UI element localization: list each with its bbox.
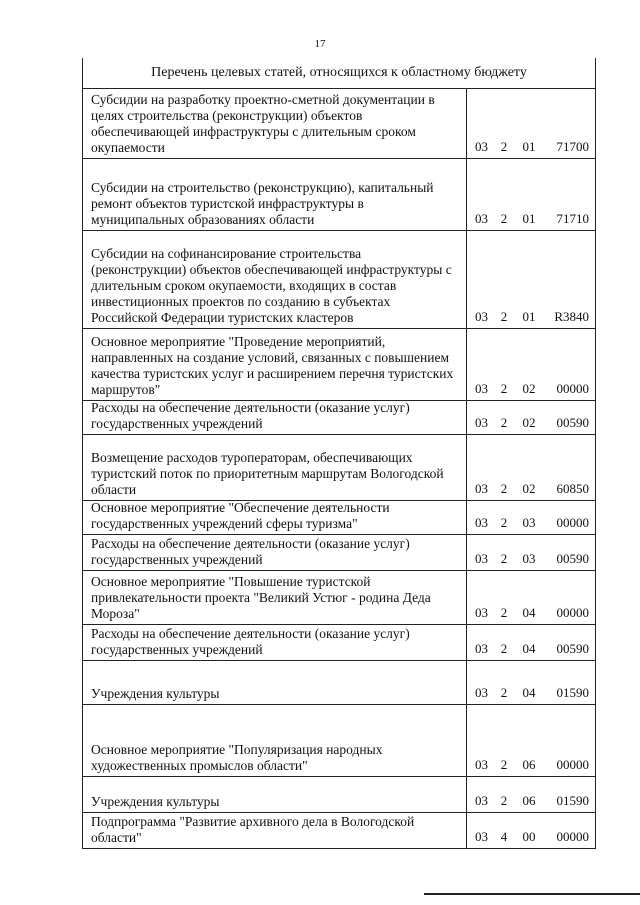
row-code [467,705,595,776]
subprogram-code: 2 [500,551,508,566]
description-line: государственных учреждений сферы туризма" [91,516,358,531]
direction-code: 71710 [556,211,589,226]
row-code [467,401,595,434]
subprogram-code: 2 [500,139,508,154]
direction-code: 60850 [556,481,589,496]
direction-code: 00000 [556,515,589,530]
description-line: Учреждения культуры [91,794,220,809]
description-line: ремонт объектов туристской инфраструктуры в [91,196,364,211]
row-description [83,435,467,500]
description-line: Основное мероприятие "Популяризация народных [91,742,383,757]
subprogram-code: 2 [500,757,508,772]
activity-code: 02 [522,415,536,430]
row-description [83,777,467,812]
description-line: области" [91,830,142,845]
direction-code: 00000 [556,829,589,844]
table-row [83,705,595,777]
row-code [467,535,595,570]
row-description [83,231,467,328]
row-description [83,625,467,660]
description-line: Учреждения культуры [91,686,220,701]
subprogram-code: 2 [500,605,508,620]
table-title: Перечень целевых статей, относящихся к областному бюджету [83,58,595,89]
description-line: качества туристских услуг и расширением перечня туристских [91,366,454,381]
table-row [83,435,595,501]
subprogram-code: 2 [500,515,508,530]
description-line: Расходы на обеспечение деятельности (оказание услуг) [91,536,410,551]
row-code [467,89,595,158]
row-description [83,501,467,534]
activity-code: 01 [522,211,536,226]
row-description [83,401,467,434]
row-code [467,501,595,534]
table-row [83,89,595,159]
program-code: 03 [475,309,488,324]
description-line: Основное мероприятие "Обеспечение деятельности [91,500,390,515]
page-number: 17 [314,38,326,50]
activity-code: 02 [522,381,536,396]
program-code: 03 [475,139,488,154]
direction-code: 00590 [556,551,589,566]
activity-code: 02 [522,481,536,496]
table-row [83,329,595,401]
subprogram-code: 2 [500,211,508,226]
description-line: Расходы на обеспечение деятельности (оказание услуг) [91,626,410,641]
description-line: Возмещение расходов туроператорам, обеспечивающих [91,450,413,465]
program-code: 03 [475,829,488,844]
program-code: 03 [475,793,488,808]
description-line: государственных учреждений [91,416,263,431]
row-code [467,813,595,848]
row-code [467,661,595,704]
table-row [83,231,595,329]
table-body [83,89,595,849]
subprogram-code: 2 [500,381,508,396]
table-row [83,661,595,705]
row-description [83,159,467,230]
row-code [467,571,595,624]
row-code [467,625,595,660]
target-articles-table [82,58,596,849]
program-code: 03 [475,641,488,656]
activity-code: 01 [522,139,536,154]
table-row [83,401,595,435]
subprogram-code: 2 [500,309,508,324]
description-line: Субсидии на разработку проектно-сметной документации в [91,92,435,107]
description-line: Российской Федерации туристских кластеров [91,310,354,325]
subprogram-code: 2 [500,685,508,700]
direction-code: 00000 [556,381,589,396]
description-line: Подпрограмма "Развитие архивного дела в Вологодской [91,814,415,829]
table-row [83,777,595,813]
row-description [83,89,467,158]
description-line: муниципальных образованиях области [91,212,315,227]
program-code: 03 [475,757,488,772]
description-line: туристский поток по приоритетным маршрутам Вологодской [91,466,444,481]
subprogram-code: 2 [500,793,508,808]
row-description [83,705,467,776]
description-line: длительным сроком окупаемости, входящих в состав [91,278,397,293]
direction-code: 00000 [556,757,589,772]
subprogram-code: 2 [500,481,508,496]
table-row [83,625,595,661]
subprogram-code: 4 [500,829,508,844]
direction-code: 00000 [556,605,589,620]
description-line: (реконструкции) объектов обеспечивающей инфраструктуры с [91,262,452,277]
program-code: 03 [475,605,488,620]
description-line: Мороза" [91,606,140,621]
row-description [83,571,467,624]
bottom-divider-line [424,893,640,895]
direction-code: R3840 [554,309,589,324]
program-code: 03 [475,211,488,226]
description-line: Субсидии на строительство (реконструкцию), капитальный [91,180,434,195]
description-line: Расходы на обеспечение деятельности (оказание услуг) [91,400,410,415]
subprogram-code: 2 [500,415,508,430]
table-row [83,159,595,231]
description-line: государственных учреждений [91,642,263,657]
direction-code: 00590 [556,641,589,656]
description-line: целях строительства (реконструкции) объектов [91,108,363,123]
direction-code: 01590 [556,685,589,700]
description-line: маршрутов" [91,382,161,397]
activity-code: 06 [522,757,536,772]
description-line: Основное мероприятие "Проведение мероприятий, [91,334,386,349]
description-line: инвестиционных проектов по созданию в субъектах [91,294,391,309]
description-line: области [91,482,137,497]
subprogram-code: 2 [500,641,508,656]
program-code: 03 [475,551,488,566]
activity-code: 03 [522,551,536,566]
program-code: 03 [475,381,488,396]
table-row [83,535,595,571]
activity-code: 06 [522,793,536,808]
activity-code: 04 [522,685,536,700]
direction-code: 01590 [556,793,589,808]
direction-code: 00590 [556,415,589,430]
row-code [467,777,595,812]
table-row [83,501,595,535]
program-code: 03 [475,515,488,530]
table-row [83,813,595,849]
description-line: обеспечивающей инфраструктуры с длительным сроком [91,124,416,139]
row-code [467,329,595,400]
row-code [467,231,595,328]
description-line: привлекательности проекта "Великий Устюг - родина Деда [91,590,431,605]
description-line: окупаемости [91,140,165,155]
activity-code: 01 [522,309,536,324]
table-row [83,571,595,625]
row-code [467,159,595,230]
activity-code: 00 [522,829,536,844]
row-description [83,329,467,400]
direction-code: 71700 [556,139,589,154]
description-line: художественных промыслов области" [91,758,308,773]
program-code: 03 [475,415,488,430]
row-description [83,813,467,848]
activity-code: 03 [522,515,536,530]
program-code: 03 [475,481,488,496]
activity-code: 04 [522,605,536,620]
row-description [83,535,467,570]
description-line: направленных на создание условий, связанных с повышением [91,350,450,365]
description-line: Основное мероприятие "Повышение туристской [91,574,371,589]
description-line: государственных учреждений [91,552,263,567]
description-line: Субсидии на софинансирование строительства [91,246,362,261]
row-code [467,435,595,500]
row-description [83,661,467,704]
activity-code: 04 [522,641,536,656]
program-code: 03 [475,685,488,700]
